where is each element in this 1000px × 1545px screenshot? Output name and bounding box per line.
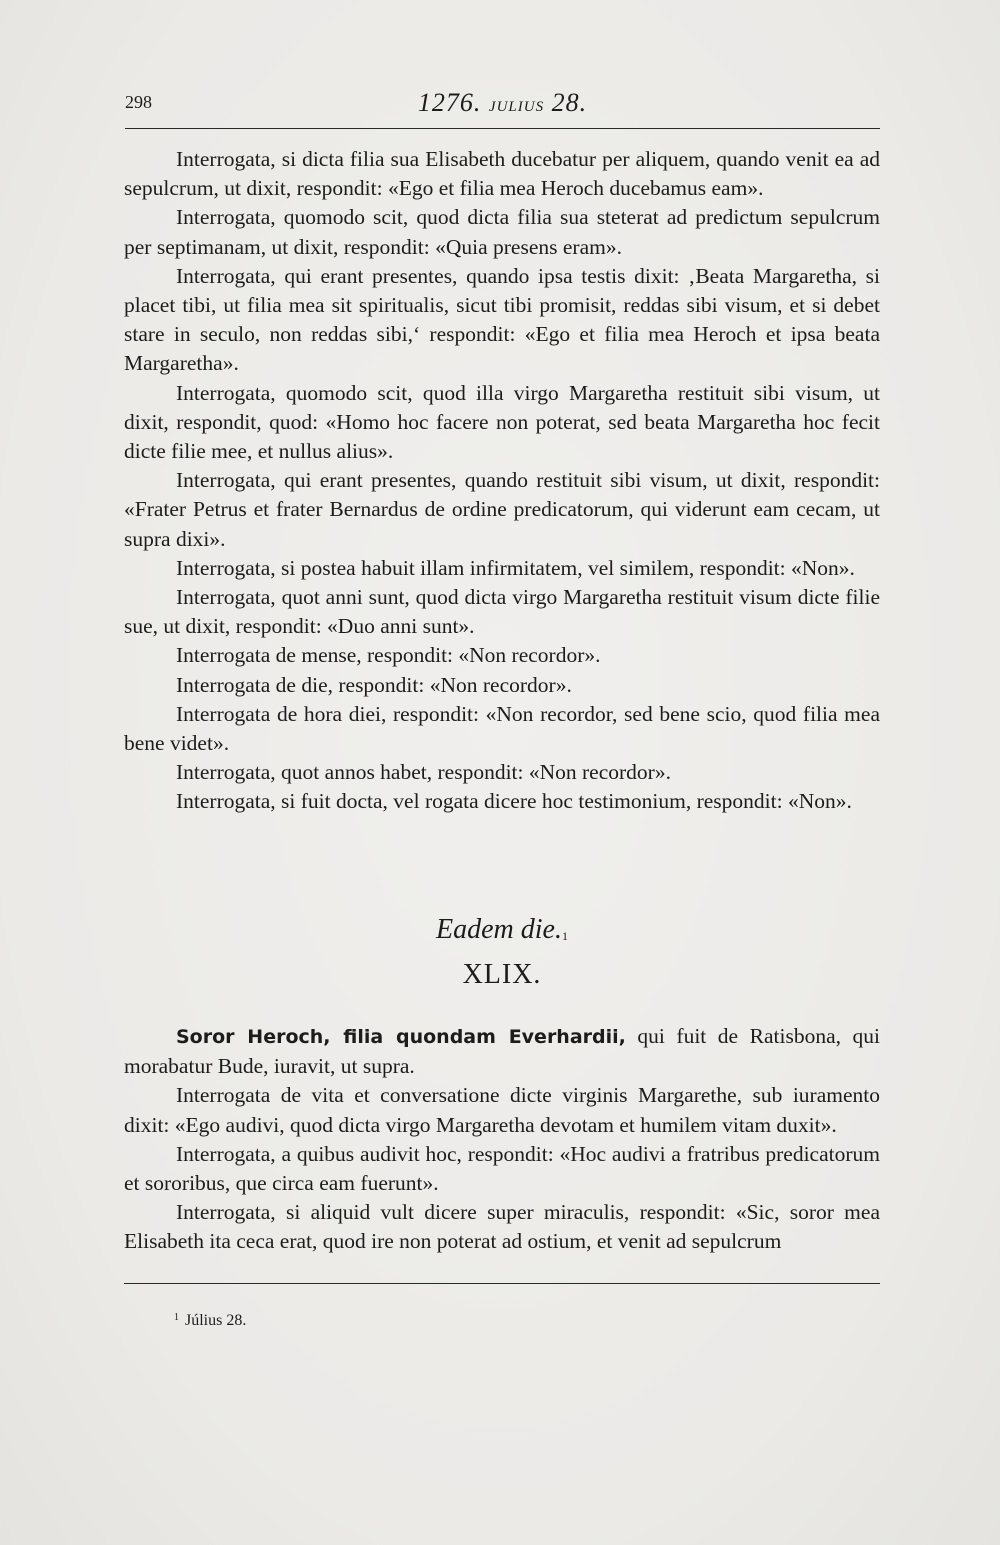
witness-description: qui fuit de Ratisbona, qui morabatur Bude, iuravit, ut supra. (124, 1024, 880, 1079)
testimony-text-top (124, 145, 880, 817)
paragraph: Interrogata de hora diei, respondit: «Non recordor, sed bene scio, quod filia mea bene videt». (124, 701, 880, 756)
footnote-reference: 1 (561, 929, 568, 943)
paragraph: Interrogata, si aliquid vult dicere super miraculis, respondit: «Sic, soror mea Elisabeth ita ceca erat, quod ire non poterat ad ostium, et venit ad sepulcrum (124, 1200, 880, 1254)
paragraph: Interrogata de mense, respondit: «Non recordor». (176, 643, 601, 668)
testimony-text-bottom (124, 1022, 880, 1257)
witness-paragraph (124, 1022, 880, 1081)
paragraph: Interrogata, quomodo scit, quod dicta filia sua steterat ad predictum sepulcrum per septimanam, ut dixit, respondit: «Quia presens eram». (124, 205, 880, 259)
paragraph: Interrogata, qui erant presentes, quando restituit sibi visum, ut dixit, respondit: «Frater Petrus et frater Bernardus de ordine predicatorum, qui viderunt eam cecam, ut supra dixi». (124, 468, 880, 551)
header-day: 28. (551, 88, 588, 117)
paragraph: Interrogata, si dicta filia sua Elisabeth ducebatur per aliquem, quando venit ea ad sepulcrum, ut dixit, respondit: «Ego et filia mea Heroch ducebamus eam». (124, 147, 880, 201)
section-date-text: Eadem die. (436, 914, 562, 945)
header-month: JULIUS (488, 99, 545, 115)
footnote-text: Július 28. (185, 1312, 247, 1329)
footnote-divider (124, 1283, 880, 1284)
paragraph: Interrogata, quot anni sunt, quod dicta virgo Margaretha restituit visum dicte filie sue, ut dixit, respondit: «Duo anni sunt». (124, 585, 880, 639)
paragraph: Interrogata, quomodo scit, quod illa virgo Margaretha restituit sibi visum, ut dixit, respondit, quod: «Homo hoc facere non poterat, sed beata Margaretha hoc fecit dicte filie mee, et nullus alius». (124, 380, 880, 464)
section-date (124, 910, 880, 950)
footnote-mark: 1 (174, 1312, 179, 1323)
witness-name: Soror Heroch, filia quondam Everhardii, (176, 1026, 626, 1048)
paragraph: Interrogata, qui erant presentes, quando ipsa testis dixit: ‚Beata Margaretha, si placet tibi, ut filia mea sit spiritualis, sicut tibi promisit, reddas sibi visum, et si debet stare in seculo, non reddas sibi,‘ respondit: «Ego et filia mea Heroch et ipsa beata Margaretha». (124, 263, 880, 376)
paragraph: Interrogata de die, respondit: «Non recordor». (176, 672, 572, 697)
running-head (125, 88, 880, 129)
section-number: XLIX. (462, 959, 542, 990)
paragraph: Interrogata de vita et conversatione dicte virginis Margarethe, sub iuramento dixit: «Ego audivi, quod dicta virgo Margaretha devotam et humilem vitam duxit». (124, 1083, 880, 1137)
page-number: 298 (125, 92, 152, 112)
section-heading (124, 910, 880, 994)
footnote (174, 1312, 246, 1330)
paragraph: Interrogata, a quibus audivit hoc, respondit: «Hoc audivi a fratribus predicatorum et sororibus, que circa eam fuerunt». (124, 1141, 880, 1196)
paragraph: Interrogata, quot annos habet, respondit: «Non recordor». (176, 760, 671, 785)
header-year: 1276. (417, 88, 482, 117)
paragraph: Interrogata, si fuit docta, vel rogata dicere hoc testimonium, respondit: «Non». (176, 789, 852, 814)
running-title (125, 88, 880, 118)
paragraph: Interrogata, si postea habuit illam infirmitatem, vel similem, respondit: «Non». (176, 555, 855, 580)
